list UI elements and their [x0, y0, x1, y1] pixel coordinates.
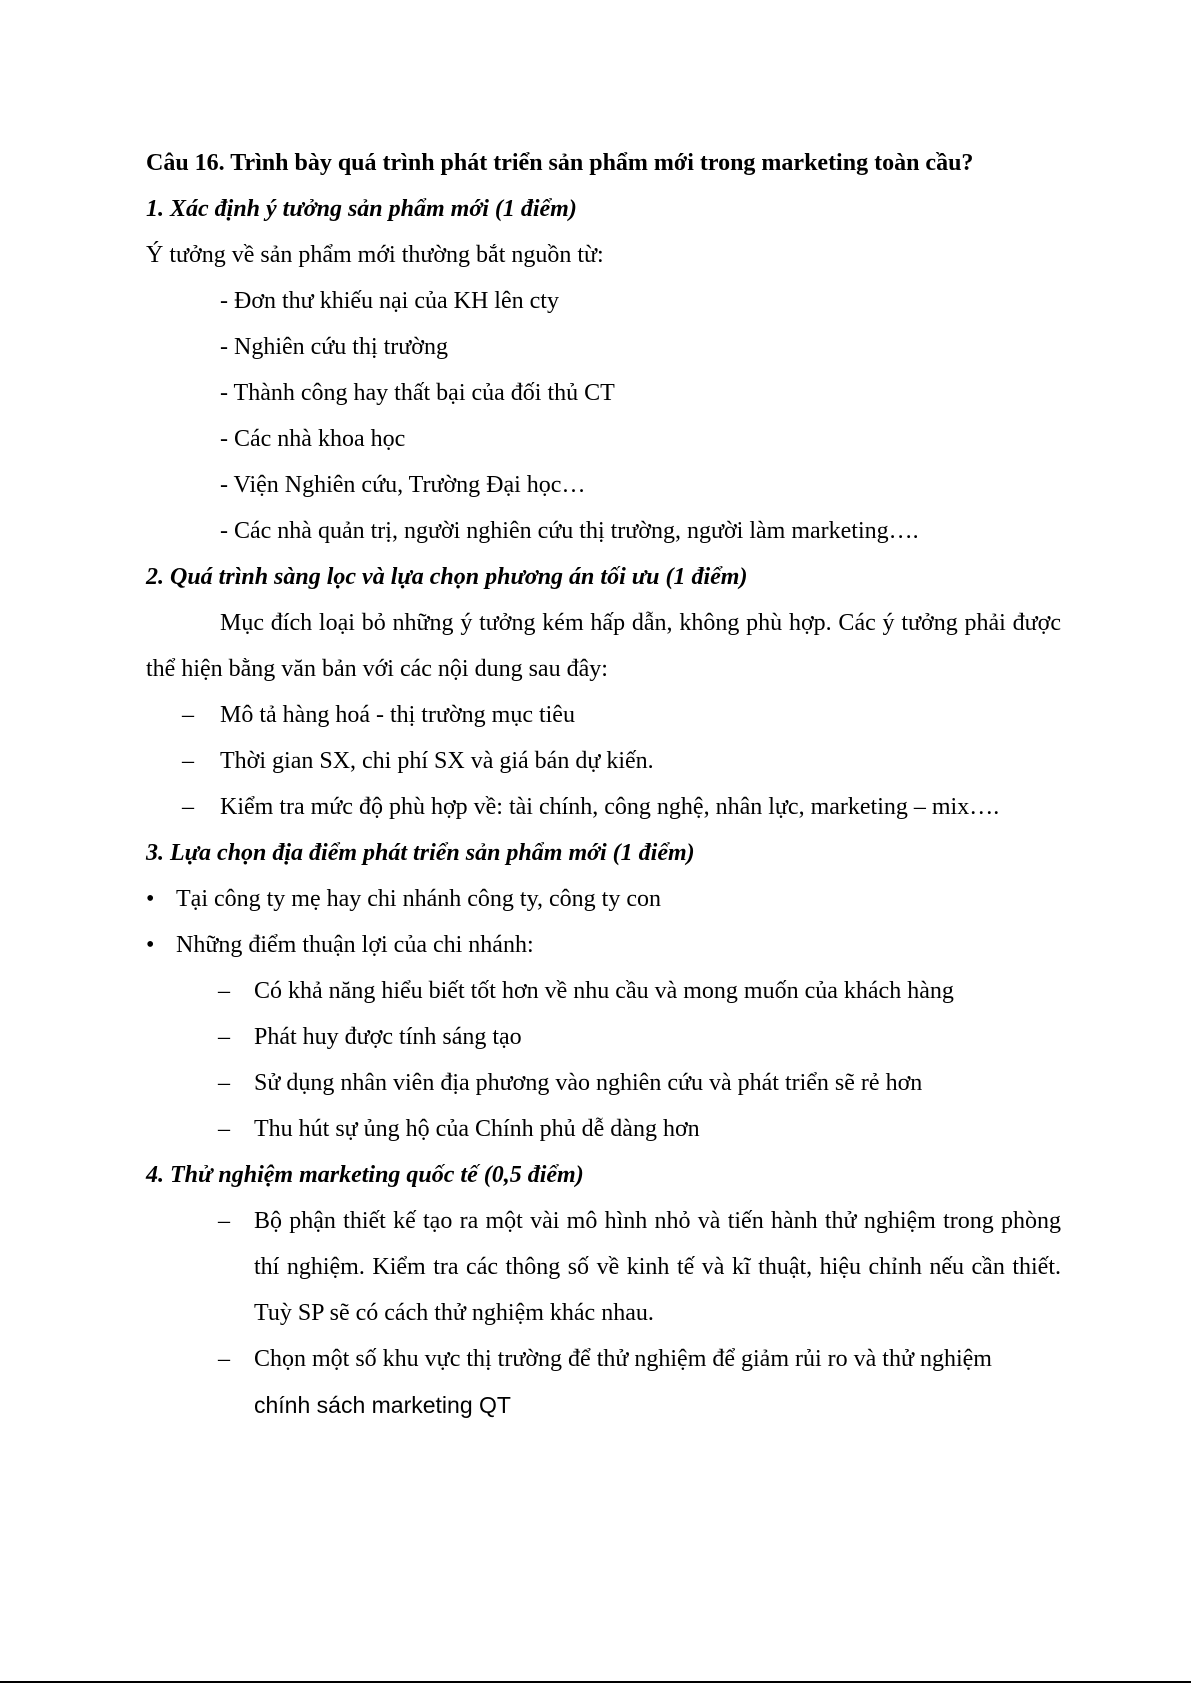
section-2-list-item	[146, 738, 1061, 784]
section-4-item-tail: chính sách marketing QT	[254, 1392, 511, 1418]
section-3-bullet-text: Những điểm thuận lợi của chi nhánh:	[176, 932, 534, 958]
section-4-item-text: Bộ phận thiết kế tạo ra một vài mô hình nhỏ và tiến hành thử nghiệm trong phòng thí nghiệm. Kiểm tra các thông số về kinh tế và kĩ thuật, hiệu chỉnh nếu cần thiết. Tuỳ SP sẽ có cách thử nghiệm khác nhau.	[254, 1208, 1061, 1326]
bullet-marker: •	[146, 886, 155, 912]
dash-marker: –	[218, 1070, 230, 1096]
section-3-sub-item	[146, 1014, 1061, 1060]
section-3-sub-text: Có khả năng hiểu biết tốt hơn về nhu cầu và mong muốn của khách hàng	[254, 978, 954, 1004]
dash-marker: –	[182, 748, 194, 774]
section-3-sub-text: Phát huy được tính sáng tạo	[254, 1024, 522, 1050]
section-2-list-item	[146, 692, 1061, 738]
section-3-bullet-item	[146, 922, 1061, 968]
section-2-item-text: Mô tả hàng hoá - thị trường mục tiêu	[220, 702, 575, 728]
dash-marker: –	[218, 978, 230, 1004]
dash-marker: –	[218, 1024, 230, 1050]
section-3-sub-text: Thu hút sự ủng hộ của Chính phủ dễ dàng hơn	[254, 1116, 700, 1142]
document-content	[146, 140, 1061, 1429]
section-4-item-main: Chọn một số khu vực thị trường để thử nghiệm để giảm rủi ro và thử nghiệm	[254, 1346, 992, 1372]
section-3-heading: 3. Lựa chọn địa điểm phát triển sản phẩm mới (1 điểm)	[146, 840, 695, 866]
bullet-marker: •	[146, 932, 155, 958]
section-1-item: - Đơn thư khiếu nại của KH lên cty	[220, 288, 559, 314]
question-title: Câu 16. Trình bày quá trình phát triển sản phẩm mới trong marketing toàn cầu?	[146, 150, 974, 176]
bottom-rule	[0, 1681, 1191, 1683]
section-2-item-text: Kiểm tra mức độ phù hợp về: tài chính, công nghệ, nhân lực, marketing – mix….	[220, 794, 1000, 820]
section-4-item-text-wrapper	[254, 1336, 1061, 1429]
section-1-item: - Viện Nghiên cứu, Trường Đại học…	[220, 472, 586, 498]
section-1-item: - Các nhà quản trị, người nghiên cứu thị trường, người làm marketing….	[220, 518, 919, 544]
dash-marker: –	[218, 1346, 230, 1372]
section-2-item-text: Thời gian SX, chi phí SX và giá bán dự kiến.	[220, 748, 654, 774]
section-2-list-item	[146, 784, 1061, 830]
section-1-item: - Các nhà khoa học	[220, 426, 406, 452]
section-1-intro: Ý tưởng về sản phẩm mới thường bắt nguồn từ:	[146, 242, 604, 268]
dash-marker: –	[218, 1116, 230, 1142]
section-3-sub-item	[146, 1060, 1061, 1106]
dash-marker: –	[182, 702, 194, 728]
section-1-heading: 1. Xác định ý tưởng sản phẩm mới (1 điểm)	[146, 196, 577, 222]
section-3-sub-item	[146, 968, 1061, 1014]
section-3-sub-item	[146, 1106, 1061, 1152]
section-3-bullet-text: Tại công ty mẹ hay chi nhánh công ty, công ty con	[176, 886, 661, 912]
section-2-paragraph: Mục đích loại bỏ những ý tưởng kém hấp dẫn, không phù hợp. Các ý tưởng phải được thể hiện bằng văn bản với các nội dung sau đây:	[146, 610, 1061, 682]
dash-marker: –	[182, 794, 194, 820]
section-1-item: - Nghiên cứu thị trường	[220, 334, 448, 360]
section-1-item: - Thành công hay thất bại của đối thủ CT	[220, 380, 615, 406]
section-2-heading: 2. Quá trình sàng lọc và lựa chọn phương án tối ưu (1 điểm)	[146, 564, 748, 590]
section-4-list-item	[146, 1198, 1061, 1336]
section-3-bullet-item	[146, 876, 1061, 922]
section-3-sub-text: Sử dụng nhân viên địa phương vào nghiên cứu và phát triển sẽ rẻ hơn	[254, 1070, 923, 1096]
section-4-heading: 4. Thử nghiệm marketing quốc tế (0,5 điểm)	[146, 1162, 584, 1188]
section-4-list-item	[146, 1336, 1061, 1429]
dash-marker: –	[218, 1208, 230, 1234]
